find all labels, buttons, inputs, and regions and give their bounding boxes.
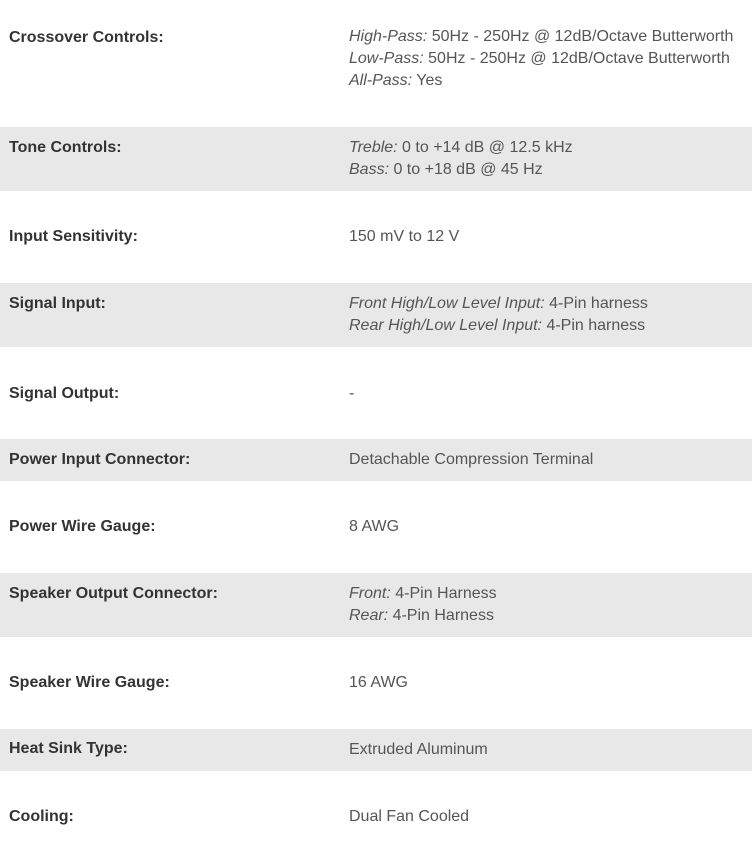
spec-value-text: 0 to +14 dB @ 12.5 kHz: [397, 139, 573, 156]
spec-value-text: Detachable Compression Terminal: [349, 451, 594, 468]
spec-value: [349, 449, 593, 471]
spec-label: Signal Input:: [9, 295, 106, 312]
spec-value: [349, 137, 573, 181]
spec-label: Tone Controls:: [9, 139, 122, 156]
spec-value-line: [349, 516, 399, 538]
spec-value-text: 8 AWG: [349, 518, 400, 535]
spec-value-line: [349, 159, 573, 181]
spec-value: [349, 516, 399, 538]
spec-row-tone-controls: [0, 127, 752, 191]
spec-value-line: [349, 26, 733, 48]
spec-row-cooling: [0, 771, 752, 856]
spec-value-key: Bass:: [349, 161, 390, 178]
spec-value-line: [349, 605, 497, 627]
spec-label: Speaker Wire Gauge:: [9, 674, 170, 691]
spec-value-text: 4-Pin harness: [544, 295, 648, 312]
spec-value-text: 0 to +18 dB @ 45 Hz: [389, 161, 543, 178]
spec-value: [349, 672, 408, 694]
spec-value-text: 16 AWG: [349, 674, 408, 691]
spec-row-signal-output: [0, 347, 752, 439]
spec-value-line: [349, 739, 488, 761]
spec-label: Crossover Controls:: [9, 29, 164, 46]
spec-label: Speaker Output Connector:: [9, 585, 218, 602]
spec-value-key: Treble:: [349, 139, 398, 156]
spec-label: Power Input Connector:: [9, 451, 191, 468]
spec-value-key: Rear High/Low Level Input:: [349, 317, 542, 334]
spec-value-line: [349, 383, 354, 405]
spec-value: [349, 226, 459, 248]
spec-value-key: Front High/Low Level Input:: [349, 295, 545, 312]
spec-label: Cooling:: [9, 808, 74, 825]
spec-label: Power Wire Gauge:: [9, 518, 156, 535]
spec-row-heat-sink-type: [0, 729, 752, 771]
spec-value-text: Extruded Aluminum: [349, 741, 488, 758]
spec-value-line: [349, 672, 408, 694]
spec-value-text: 4-Pin harness: [542, 317, 646, 334]
spec-value-text: 4-Pin Harness: [388, 607, 494, 624]
spec-value: [349, 383, 354, 405]
spec-value-text: -: [349, 385, 355, 402]
spec-label: Heat Sink Type:: [9, 740, 128, 757]
spec-value-line: [349, 293, 648, 315]
spec-row-power-input-connector: [0, 439, 752, 481]
spec-label: Input Sensitivity:: [9, 228, 138, 245]
spec-value-line: [349, 70, 733, 92]
spec-value-text: 50Hz - 250Hz @ 12dB/Octave Butterworth: [423, 50, 730, 67]
spec-value-text: 4-Pin Harness: [390, 585, 497, 602]
spec-value: [349, 583, 497, 627]
spec-value-text: 150 mV to 12 V: [349, 228, 460, 245]
spec-value-line: [349, 137, 573, 159]
spec-row-signal-input: [0, 283, 752, 347]
spec-value-text: Yes: [412, 72, 443, 89]
spec-value-line: [349, 226, 459, 248]
spec-value-text: Dual Fan Cooled: [349, 808, 470, 825]
spec-value-line: [349, 315, 648, 337]
spec-value: [349, 26, 733, 92]
spec-value: [349, 293, 648, 337]
spec-row-speaker-wire-gauge: [0, 637, 752, 729]
spec-label: Signal Output:: [9, 385, 120, 402]
spec-value-line: [349, 48, 733, 70]
spec-value-key: Low-Pass:: [349, 50, 424, 67]
spec-value-key: Rear:: [349, 607, 389, 624]
spec-value-line: [349, 806, 469, 828]
spec-value-line: [349, 449, 593, 471]
spec-value-key: All-Pass:: [349, 72, 413, 89]
spec-row-speaker-output-connector: [0, 573, 752, 637]
spec-value-key: Front:: [349, 585, 391, 602]
spec-value-text: 50Hz - 250Hz @ 12dB/Octave Butterworth: [427, 28, 734, 45]
spec-row-input-sensitivity: [0, 191, 752, 283]
spec-value: [349, 739, 488, 761]
spec-row-power-wire-gauge: [0, 481, 752, 573]
spec-value-line: [349, 583, 497, 605]
spec-value: [349, 806, 469, 828]
spec-value-key: High-Pass:: [349, 28, 428, 45]
spec-row-crossover-controls: [0, 0, 752, 127]
